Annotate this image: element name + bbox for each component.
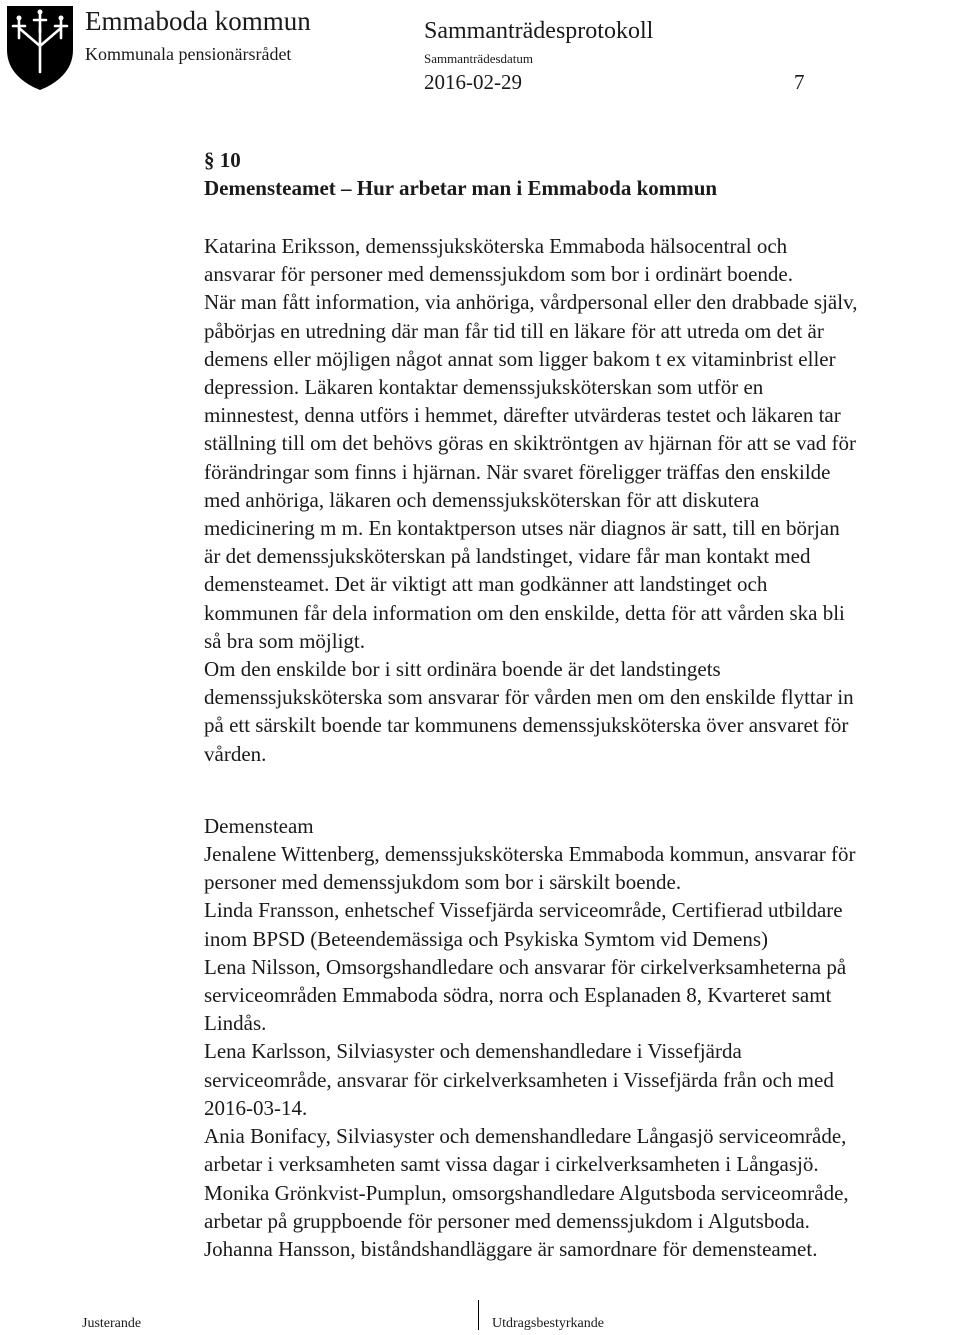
text-line: demenssjuksköterska som ansvarar för vården men om den enskilde flyttar in [204, 685, 854, 710]
team-line: Linda Fransson, enhetschef Vissefjärda serviceområde, Certifierad utbildare [204, 898, 843, 923]
text-line: påbörjas en utredning där man får tid till en läkare för att utreda om det är [204, 318, 824, 343]
team-line: serviceområden Emmaboda södra, norra och Esplanaden 8, Kvarteret samt [204, 983, 832, 1008]
text-line: kommunen får dela information om den enskilde, detta för att vården ska bli [204, 600, 845, 625]
text-line: ställning till om det behövs göras en skiktröntgen av hjärnan för att se vad för [204, 431, 857, 456]
organization-name: Emmaboda kommun [85, 6, 311, 36]
text-line: vården. [204, 741, 267, 766]
organization-subtitle: Kommunala pensionärsrådet [85, 44, 292, 64]
team-line: Monika Grönkvist-Pumplun, omsorgshandledare Algutsboda serviceområde, [204, 1180, 849, 1205]
municipal-coat-of-arms-icon [3, 2, 77, 92]
team-line: serviceområde, ansvarar för cirkelverksamheten i Vissefjärda från och med [204, 1067, 834, 1092]
text-line: ansvarar för personer med demenssjukdom som bor i ordinärt boende. [204, 262, 794, 287]
document-body [204, 146, 944, 1263]
team-line: 2016-03-14. [204, 1095, 308, 1120]
meeting-date-label: Sammanträdesdatum [424, 51, 534, 66]
text-line: medicinering m m. En kontaktperson utses när diagnos är satt, till en början [204, 516, 840, 541]
team-line: Lindås. [204, 1011, 267, 1036]
section-title: Demensteamet – Hur arbetar man i Emmaboda kommun [204, 176, 718, 200]
text-line: När man fått information, via anhöriga, vårdpersonal eller den drabbade själv, [204, 290, 858, 315]
team-line: personer med demenssjukdom som bor i särskilt boende. [204, 870, 682, 895]
text-line: demensteamet. Det är viktigt att man godkänner att landstinget och [204, 572, 768, 597]
meeting-date: 2016-02-29 [424, 70, 522, 94]
team-line: arbetar i verksamheten samt vissa dagar i cirkelverksamheten i Långasjö. [204, 1152, 819, 1177]
text-line: på ett särskilt boende tar kommunens demenssjuksköterska över ansvaret för [204, 713, 849, 738]
team-line: inom BPSD (Beteendemässiga och Psykiska Symtom vid Demens) [204, 926, 769, 951]
text-line: med anhöriga, läkaren och demenssjuksköterskan för att diskutera [204, 487, 760, 512]
team-heading: Demensteam [204, 813, 314, 838]
team-line: Lena Karlsson, Silviasyster och demenshandledare i Vissefjärda [204, 1039, 742, 1064]
team-line: Lena Nilsson, Omsorgshandledare och ansvarar för cirkelverksamheterna på [204, 954, 847, 979]
text-line: är det demenssjuksköterskan på landstinget, vidare får man kontakt med [204, 544, 811, 569]
page-number: 7 [794, 70, 805, 94]
text-line: depression. Läkaren kontaktar demenssjuksköterskan som utför en [204, 375, 764, 400]
text-line: så bra som möjligt. [204, 628, 365, 653]
text-line: minnestest, denna utförs i hemmet, därefter utvärderas testet och läkaren tar [204, 403, 841, 428]
team-line: Johanna Hansson, biståndshandläggare är samordnare för demensteamet. [204, 1236, 818, 1261]
team-line: Jenalene Wittenberg, demenssjuksköterska Emmaboda kommun, ansvarar för [204, 842, 856, 867]
body-text [204, 232, 944, 768]
section-number: § 10 [204, 148, 241, 172]
text-line: förändringar som finns i hjärnan. När svaret föreligger träffas den enskilde [204, 459, 831, 484]
footer-signatory-label: Justerande [82, 1316, 142, 1331]
team-list [204, 840, 944, 1263]
team-line: Ania Bonifacy, Silviasyster och demenshandledare Långasjö serviceområde, [204, 1124, 847, 1149]
text-line: Om den enskilde bor i sitt ordinära boende är det landstingets [204, 657, 721, 682]
text-line: demens eller möjligen något annat som ligger bakom t ex vitaminbrist eller [204, 346, 836, 371]
footer-certification-label: Utdragsbestyrkande [492, 1316, 604, 1331]
footer-divider [478, 1300, 479, 1330]
document-type: Sammanträdesprotokoll [424, 18, 654, 44]
text-line: Katarina Eriksson, demenssjuksköterska Emmaboda hälsocentral och [204, 234, 788, 258]
team-line: arbetar på gruppboende för personer med demenssjukdom i Algutsboda. [204, 1208, 810, 1233]
